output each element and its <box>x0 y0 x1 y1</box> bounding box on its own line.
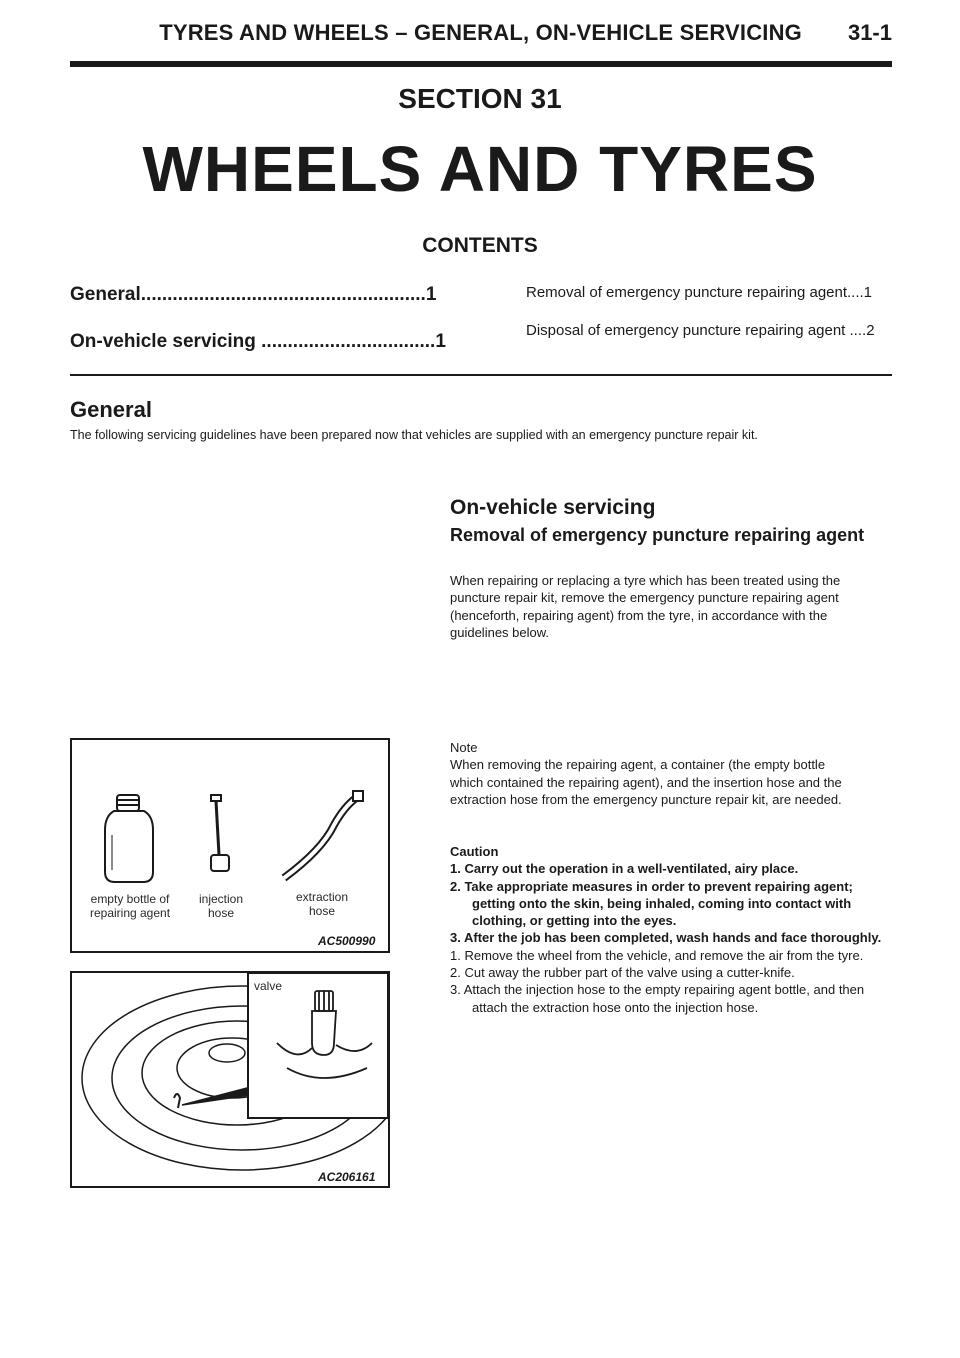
extraction-hose-label: extraction hose <box>295 890 349 918</box>
note-label: Note <box>450 740 478 755</box>
note-block <box>450 739 895 808</box>
caution-item: 3. After the job has been completed, wash hands and face thoroughly. <box>450 930 882 946</box>
header-title: TYRES AND WHEELS – GENERAL, ON-VEHICLE SERVICING <box>159 20 802 45</box>
injection-hose-label: injection hose <box>198 892 244 920</box>
step-item: 1. Remove the wheel from the vehicle, and remove the air from the tyre. <box>450 947 864 963</box>
bottle-label: empty bottle of repairing agent <box>89 892 171 920</box>
removal-subheading: Removal of emergency puncture repairing agent <box>450 525 865 545</box>
note-line: which contained the repairing agent), and the insertion hose and the <box>450 774 842 790</box>
note-line: When removing the repairing agent, a container (the empty bottle <box>450 757 826 773</box>
intro-line: puncture repair kit, remove the emergency puncture repairing agent <box>450 590 839 606</box>
page-number: 31-1 <box>847 20 892 45</box>
intro-line: When repairing or replacing a tyre which has been treated using the <box>450 573 841 588</box>
caution-item: 2. Take appropriate measures in order to prevent repairing agent; getting onto the skin, being inhaled, coming into contact with clothing, or getting into the eyes. <box>450 878 853 929</box>
step-item: 2. Cut away the rubber part of the valve using a cutter-knife. <box>450 965 795 981</box>
intro-paragraph <box>450 572 895 641</box>
intro-line: guidelines below. <box>450 624 550 640</box>
general-text: The following servicing guidelines have been prepared now that vehicles are supplied with an emergency puncture repair kit. <box>70 428 758 442</box>
figure-code: AC206161 <box>318 1170 376 1184</box>
figure-kit-components <box>70 738 390 953</box>
injection-hose-icon <box>211 795 229 871</box>
figure-wheel-valve <box>70 971 390 1188</box>
on-vehicle-heading: On-vehicle servicing <box>450 496 656 519</box>
bottle-icon <box>105 795 153 882</box>
figure-code: AC500990 <box>318 934 376 948</box>
caution-label: Caution <box>450 844 499 859</box>
section-label: SECTION 31 <box>398 83 562 114</box>
valve-inset <box>248 973 388 1118</box>
header-rule <box>70 61 892 67</box>
toc-link-general[interactable]: General......................................................1 <box>70 284 437 305</box>
general-heading: General <box>70 397 152 422</box>
caution-item: 1. Carry out the operation in a well-ventilated, airy place. <box>450 861 799 877</box>
caution-block <box>450 843 895 1016</box>
contents-rule <box>70 374 892 376</box>
toc-link-disposal[interactable]: Disposal of emergency puncture repairing agent ....2 <box>526 322 875 339</box>
intro-line: (henceforth, repairing agent) from the tyre, in accordance with the <box>450 607 828 623</box>
contents-heading: CONTENTS <box>422 234 538 257</box>
step-item: 3. Attach the injection hose to the empty repairing agent bottle, and then attach the extraction hose onto the injection hose. <box>450 982 865 1015</box>
valve-label: valve <box>254 979 283 993</box>
page-header <box>70 18 892 58</box>
note-line: extraction hose from the emergency puncture repair kit, are needed. <box>450 791 842 807</box>
main-title: WHEELS AND TYRES <box>142 133 818 205</box>
toc-link-removal[interactable]: Removal of emergency puncture repairing agent....1 <box>526 284 873 301</box>
toc-link-on-vehicle-servicing[interactable]: On-vehicle servicing .................................1 <box>70 331 446 352</box>
extraction-hose-icon <box>284 791 363 878</box>
wheel-valve-illustration <box>72 973 388 1186</box>
